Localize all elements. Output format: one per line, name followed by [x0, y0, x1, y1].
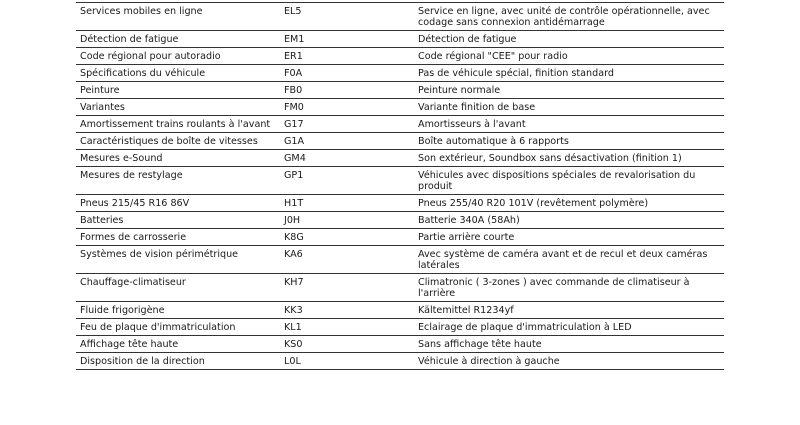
table-row	[76, 133, 724, 150]
option-description: Code régional "CEE" pour radio	[414, 48, 724, 65]
option-description: Variante finition de base	[414, 99, 724, 116]
option-label: Mesures e-Sound	[76, 150, 280, 167]
option-description: Kältemittel R1234yf	[414, 302, 724, 319]
option-code: J0H	[280, 212, 414, 229]
option-label: Affichage tête haute	[76, 336, 280, 353]
option-label: Feu de plaque d'immatriculation	[76, 319, 280, 336]
option-code: KL1	[280, 319, 414, 336]
option-description: Boîte automatique à 6 rapports	[414, 133, 724, 150]
option-label: Formes de carrosserie	[76, 229, 280, 246]
table-row	[76, 31, 724, 48]
option-label: Code régional pour autoradio	[76, 48, 280, 65]
option-code: ER1	[280, 48, 414, 65]
table-row	[76, 246, 724, 274]
option-label: Chauffage-climatiseur	[76, 274, 280, 302]
option-label: Détection de fatigue	[76, 31, 280, 48]
option-description: Véhicules avec dispositions spéciales de revalorisation du produit	[414, 167, 724, 195]
option-code: K8G	[280, 229, 414, 246]
option-code: EM1	[280, 31, 414, 48]
option-code: F0A	[280, 65, 414, 82]
option-label: Disposition de la direction	[76, 353, 280, 370]
table-row	[76, 353, 724, 370]
option-code: G1A	[280, 133, 414, 150]
option-code: G17	[280, 116, 414, 133]
equipment-table	[76, 3, 724, 370]
table-row	[76, 195, 724, 212]
option-description: Pneus 255/40 R20 101V (revêtement polymère)	[414, 195, 724, 212]
table-row	[76, 99, 724, 116]
option-code: EL5	[280, 3, 414, 31]
table-row	[76, 274, 724, 302]
option-label: Spécifications du véhicule	[76, 65, 280, 82]
option-code: KK3	[280, 302, 414, 319]
table-row	[76, 150, 724, 167]
option-description: Pas de véhicule spécial, finition standard	[414, 65, 724, 82]
table-row	[76, 319, 724, 336]
option-description: Partie arrière courte	[414, 229, 724, 246]
option-code: KH7	[280, 274, 414, 302]
option-description: Amortisseurs à l'avant	[414, 116, 724, 133]
option-description: Peinture normale	[414, 82, 724, 99]
table-row	[76, 3, 724, 31]
table-row	[76, 65, 724, 82]
option-code: GM4	[280, 150, 414, 167]
option-description: Batterie 340A (58Ah)	[414, 212, 724, 229]
equipment-table-body	[76, 3, 724, 370]
option-description: Climatronic ( 3-zones ) avec commande de climatiseur à l'arrière	[414, 274, 724, 302]
option-code: H1T	[280, 195, 414, 212]
option-description: Véhicule à direction à gauche	[414, 353, 724, 370]
option-label: Amortissement trains roulants à l'avant	[76, 116, 280, 133]
option-label: Caractéristiques de boîte de vitesses	[76, 133, 280, 150]
option-label: Mesures de restylage	[76, 167, 280, 195]
table-row	[76, 302, 724, 319]
table-row	[76, 48, 724, 65]
option-description: Avec système de caméra avant et de recul et deux caméras latérales	[414, 246, 724, 274]
option-label: Variantes	[76, 99, 280, 116]
option-label: Services mobiles en ligne	[76, 3, 280, 31]
option-description: Sans affichage tête haute	[414, 336, 724, 353]
option-label: Systèmes de vision périmétrique	[76, 246, 280, 274]
table-row	[76, 229, 724, 246]
option-description: Eclairage de plaque d'immatriculation à LED	[414, 319, 724, 336]
option-code: GP1	[280, 167, 414, 195]
table-row	[76, 212, 724, 229]
spec-sheet	[76, 0, 724, 370]
option-label: Peinture	[76, 82, 280, 99]
table-row	[76, 336, 724, 353]
option-code: FM0	[280, 99, 414, 116]
table-row	[76, 116, 724, 133]
option-description: Son extérieur, Soundbox sans désactivation (finition 1)	[414, 150, 724, 167]
option-code: KS0	[280, 336, 414, 353]
option-label: Pneus 215/45 R16 86V	[76, 195, 280, 212]
option-code: KA6	[280, 246, 414, 274]
option-code: L0L	[280, 353, 414, 370]
option-label: Fluide frigorigène	[76, 302, 280, 319]
option-code: FB0	[280, 82, 414, 99]
table-row	[76, 167, 724, 195]
option-description: Service en ligne, avec unité de contrôle opérationnelle, avec codage sans connexion antidémarrage	[414, 3, 724, 31]
table-row	[76, 82, 724, 99]
option-description: Détection de fatigue	[414, 31, 724, 48]
option-label: Batteries	[76, 212, 280, 229]
